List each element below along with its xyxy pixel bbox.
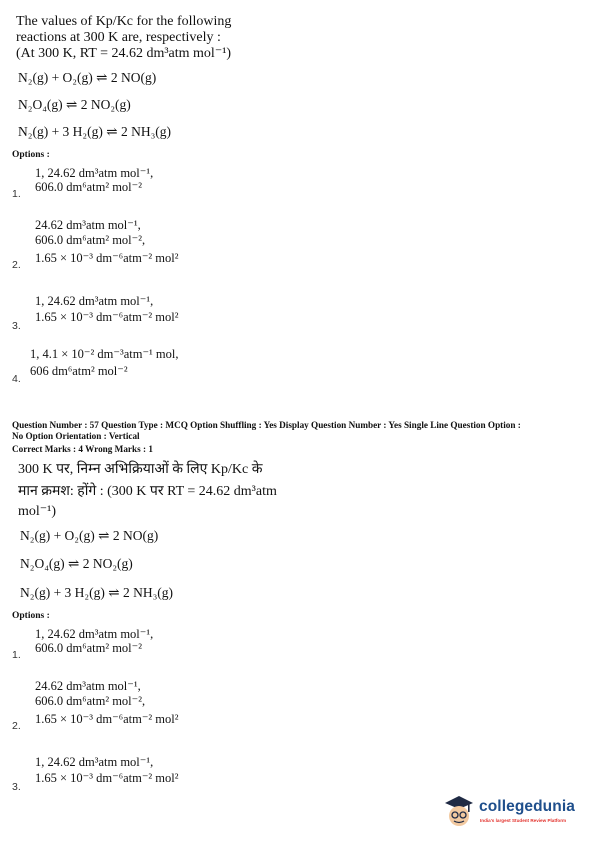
q1-option-3-line-1: 1, 24.62 dm³atm mol⁻¹, <box>35 294 154 308</box>
q1-option-1-number: 1. <box>12 188 21 200</box>
q1-option-4-number: 4. <box>12 373 21 385</box>
q1-stem-line-2: reactions at 300 K are, respectively : <box>16 30 221 45</box>
q1-reaction-1: N₂(g) + O₂(g) ⇌ 2 NO(g) <box>18 70 157 85</box>
q1-option-3-line-2: 1.65 × 10⁻³ dm⁻⁶atm⁻² mol² <box>35 310 179 324</box>
q2-option-1-line-1: 1, 24.62 dm³atm mol⁻¹, <box>35 627 154 641</box>
q2-option-2-line-3: 1.65 × 10⁻³ dm⁻⁶atm⁻² mol² <box>35 712 179 726</box>
mascot-icon <box>442 794 476 830</box>
q1-option-4-line-2: 606 dm⁶atm² mol⁻² <box>30 364 128 378</box>
q1-options-label: Options : <box>12 150 50 160</box>
q2-stem-line-3: mol⁻¹) <box>18 504 57 519</box>
q2-option-2-line-2: 606.0 dm⁶atm² mol⁻², <box>35 694 146 708</box>
q1-option-2-line-1: 24.62 dm³atm mol⁻¹, <box>35 218 141 232</box>
q1-reaction-3: N₂(g) + 3 H₂(g) ⇌ 2 NH₃(g) <box>18 124 172 139</box>
q2-reaction-3: N₂(g) + 3 H₂(g) ⇌ 2 NH₃(g) <box>20 585 174 600</box>
q1-option-2-number: 2. <box>12 259 21 271</box>
meta-line-3: Correct Marks : 4 Wrong Marks : 1 <box>12 444 153 454</box>
q1-stem-line-3: (At 300 K, RT = 24.62 dm³atm mol⁻¹) <box>16 46 232 61</box>
q2-option-2-number: 2. <box>12 720 21 732</box>
q2-option-1-line-2: 606.0 dm⁶atm² mol⁻² <box>35 641 142 655</box>
meta-line-1: Question Number : 57 Question Type : MCQ Option Shuffling : Yes Display Question Number : Yes Single Line Question Option : <box>12 420 521 430</box>
q2-stem-line-1: 300 K पर, निम्न अभिक्रियाओं के लिए Kp/Kc के <box>18 462 263 477</box>
q2-option-3-line-1: 1, 24.62 dm³atm mol⁻¹, <box>35 755 154 769</box>
q1-reaction-2: N₂O₄(g) ⇌ 2 NO₂(g) <box>18 97 131 112</box>
q2-stem-line-2: मान क्रमश: होंगे : (300 K पर RT = 24.62 dm³atm <box>18 484 277 499</box>
q1-option-4-line-1: 1, 4.1 × 10⁻² dm⁻³atm⁻¹ mol, <box>30 347 179 361</box>
q2-reaction-1: N₂(g) + O₂(g) ⇌ 2 NO(g) <box>20 528 159 543</box>
logo-tagline: India's largest Student Review Platform <box>480 818 567 823</box>
brand-logo <box>442 792 588 834</box>
meta-line-2: No Option Orientation : Vertical <box>12 431 140 441</box>
q2-option-1-number: 1. <box>12 649 21 661</box>
q1-stem-line-1: The values of Kp/Kc for the following <box>16 14 232 29</box>
q1-option-1-line-1: 1, 24.62 dm³atm mol⁻¹, <box>35 166 154 180</box>
q2-option-2-line-1: 24.62 dm³atm mol⁻¹, <box>35 679 141 693</box>
q1-option-3-number: 3. <box>12 320 21 332</box>
q1-option-2-line-2: 606.0 dm⁶atm² mol⁻², <box>35 233 146 247</box>
q2-reaction-2: N₂O₄(g) ⇌ 2 NO₂(g) <box>20 556 133 571</box>
logo-name: collegedunia <box>479 798 575 815</box>
q1-option-2-line-3: 1.65 × 10⁻³ dm⁻⁶atm⁻² mol² <box>35 251 179 265</box>
q2-options-label: Options : <box>12 611 50 621</box>
q2-option-3-number: 3. <box>12 781 21 793</box>
q2-option-3-line-2: 1.65 × 10⁻³ dm⁻⁶atm⁻² mol² <box>35 771 179 785</box>
q1-option-1-line-2: 606.0 dm⁶atm² mol⁻² <box>35 180 142 194</box>
